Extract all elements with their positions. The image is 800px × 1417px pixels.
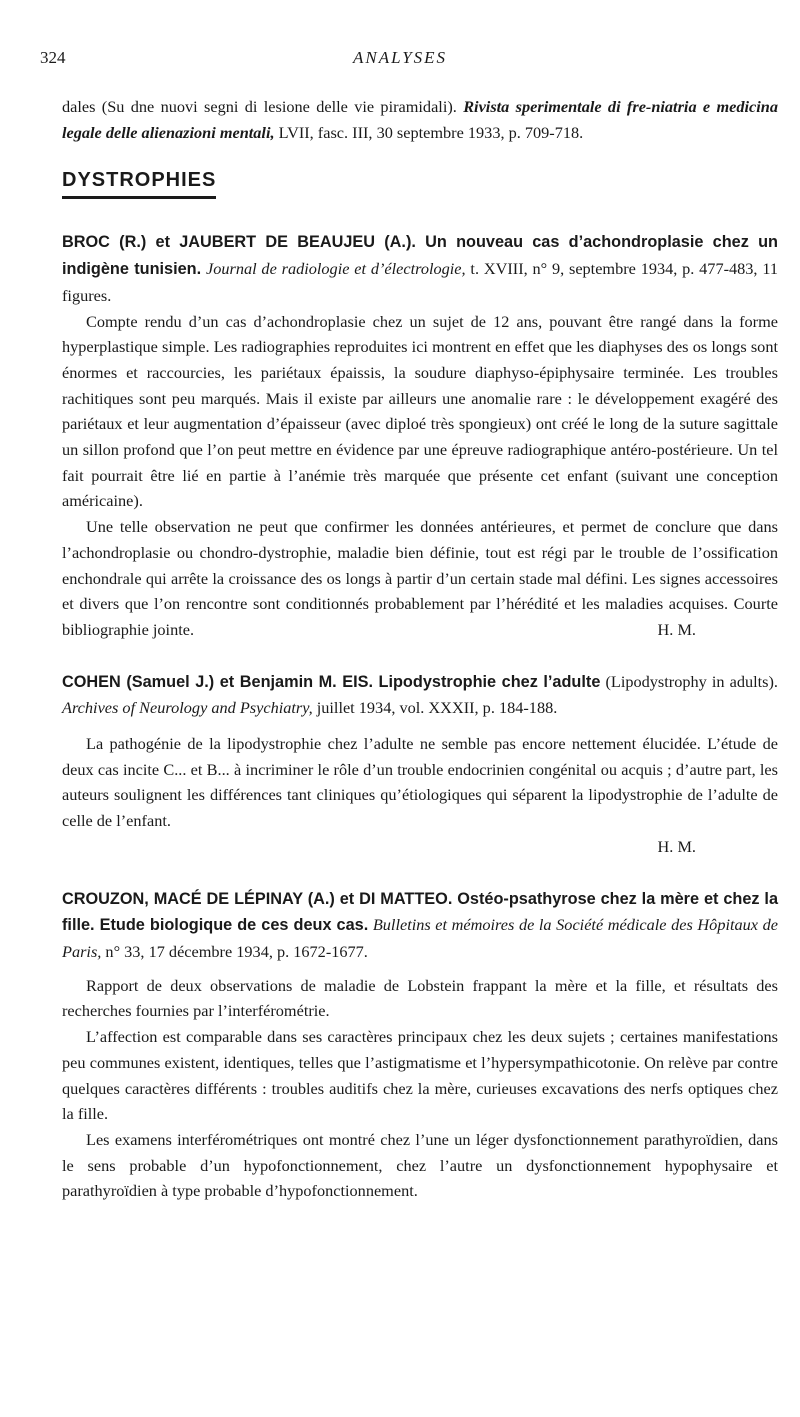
entry-1-signature: H. M. xyxy=(657,619,696,639)
intro-journal: Rivista sperimentale di fre-niatria e medicina legale delle alienazioni mentali, xyxy=(62,97,778,142)
entry-1-authors: BROC (R.) et JAUBERT DE BEAUJEU (A.). xyxy=(62,233,416,252)
entry-3-journal: Bulletins et mémoires de la Société médicale des Hôpitaux de Paris, xyxy=(62,915,778,961)
entry-2-subtitle: (Lipodystrophy in adults). xyxy=(600,671,778,691)
entry-2-citation xyxy=(62,669,778,721)
entry-3-citation xyxy=(62,886,778,965)
page-header xyxy=(40,48,760,72)
intro-paragraph xyxy=(62,94,778,145)
entry-3-paragraph-2: L’affection est comparable dans ses caractères principaux chez les deux sujets ; certaines manifestations peu communes existent, identiques, telles que l’astigmatisme et l’hypersympathicotonie. On relève par contre quelques caractères différents : troubles auditifs chez la mère, curieuses excavations des nerfs optiques chez la fille. xyxy=(62,1027,778,1124)
entry-2-paragraph-1: La pathogénie de la lipodystrophie chez l’adulte ne semble pas encore nettement élucidée. L’étude de deux cas incite C... et B... à incriminer le rôle d’un trouble endocrinien congénital ou acquis ; d’autre part, les auteurs soulignent les différences tant cliniques qu’étiologiques qui séparent la lipodystrophie de l’adulte de celle de l’enfant. xyxy=(62,734,778,831)
entry-1-paragraph-2-text: Une telle observation ne peut que confirmer les données antérieures, et permet de conclure que dans l’achondroplasie ou chondro-dystrophie, maladie bien définie, tout est régi par le trouble de l’ossification enchondrale qui arrête la croissance des os longs à partir d’un certain stade mal défini. Les signes accessoires et divers que l’on rencontre sont conditionnés probablement par l’hérédité et les maladies acquises. Courte bibliographie jointe. xyxy=(62,517,778,639)
entry-3-title: Ostéo-psathyrose chez la mère et chez la fille. Etude biologique de ces deux cas. xyxy=(62,889,778,935)
entry-1-title: Un nouveau cas d’achondroplasie chez un indigène tunisien. xyxy=(62,233,778,279)
review-entry-3 xyxy=(62,886,778,1204)
entry-3-paragraph-1: Rapport de deux observations de maladie de Lobstein frappant la mère et la fille, et résultats des recherches fournies par l’interférométrie. xyxy=(62,975,778,1021)
entry-2-title: Lipodystrophie chez l’adulte xyxy=(372,672,601,691)
page-content xyxy=(62,94,778,1204)
entry-2-ref: juillet 1934, vol. XXXII, p. 184-188. xyxy=(312,698,558,718)
entry-1-paragraph-1: Compte rendu d’un cas d’achondroplasie chez un sujet de 12 ans, pouvant être rangé dans la forme hyperplastique simple. Les radiographies reproduites ici montrent en effet que les diaphyses des os longs sont énormes et raccourcies, les pariétaux épaissis, la soudure diaphyso-épiphysaire terminée. Les troubles rachitiques sont peu marqués. Mais il existe par ailleurs une anomalie rare : le développement exagéré des pariétaux et leur augmentation d’épaisseur (avec diploé très spongieux) ont créé le long de la suture sagittale un sillon profond que l’on peut mettre en évidence par une épreuve radiographique antéro-postérieure. Un tel fait pourrait être lié en partie à l’anémie très marquée que présente cet enfant (suivant une conception américaine). xyxy=(62,311,778,511)
entry-3-ref: n° 33, 17 décembre 1934, p. 1672-1677. xyxy=(101,941,368,961)
entry-1-paragraph-2 xyxy=(62,514,778,643)
entry-3-authors: CROUZON, MACÉ DE LÉPINAY (A.) et DI MATTEO. xyxy=(62,889,453,908)
review-entry-1 xyxy=(62,229,778,642)
review-entry-2 xyxy=(62,669,778,860)
entry-2-journal: Archives of Neurology and Psychiatry, xyxy=(62,698,313,718)
section-heading: DYSTROPHIES xyxy=(62,169,216,199)
intro-text-2: LVII, fasc. III, 30 septembre 1933, p. 709-718. xyxy=(274,122,584,142)
entry-3-paragraph-3: Les examens interférométriques ont montré chez l’une un léger dysfonctionnement parathyroïdien, dans le sens probable d’un hypofonctionnement, chez l’autre un dysfonctionnement hypophysaire et parathyroïdien à type probable d’hypofonctionnement. xyxy=(62,1129,778,1201)
entry-2-authors: COHEN (Samuel J.) et Benjamin M. EIS. xyxy=(62,672,373,691)
entry-1-journal: Journal de radiologie et d’électrologie, xyxy=(201,259,466,279)
page-number: 324 xyxy=(40,48,66,67)
running-title: ANALYSES xyxy=(352,48,448,67)
intro-text-1: dales (Su dne nuovi segni di lesione delle vie piramidali). xyxy=(62,97,464,116)
entry-1-ref: t. XVIII, n° 9, septembre 1934, p. 477-483, 11 figures. xyxy=(62,259,778,305)
entry-2-signature: H. M. xyxy=(657,836,696,856)
entry-1-citation xyxy=(62,229,778,308)
